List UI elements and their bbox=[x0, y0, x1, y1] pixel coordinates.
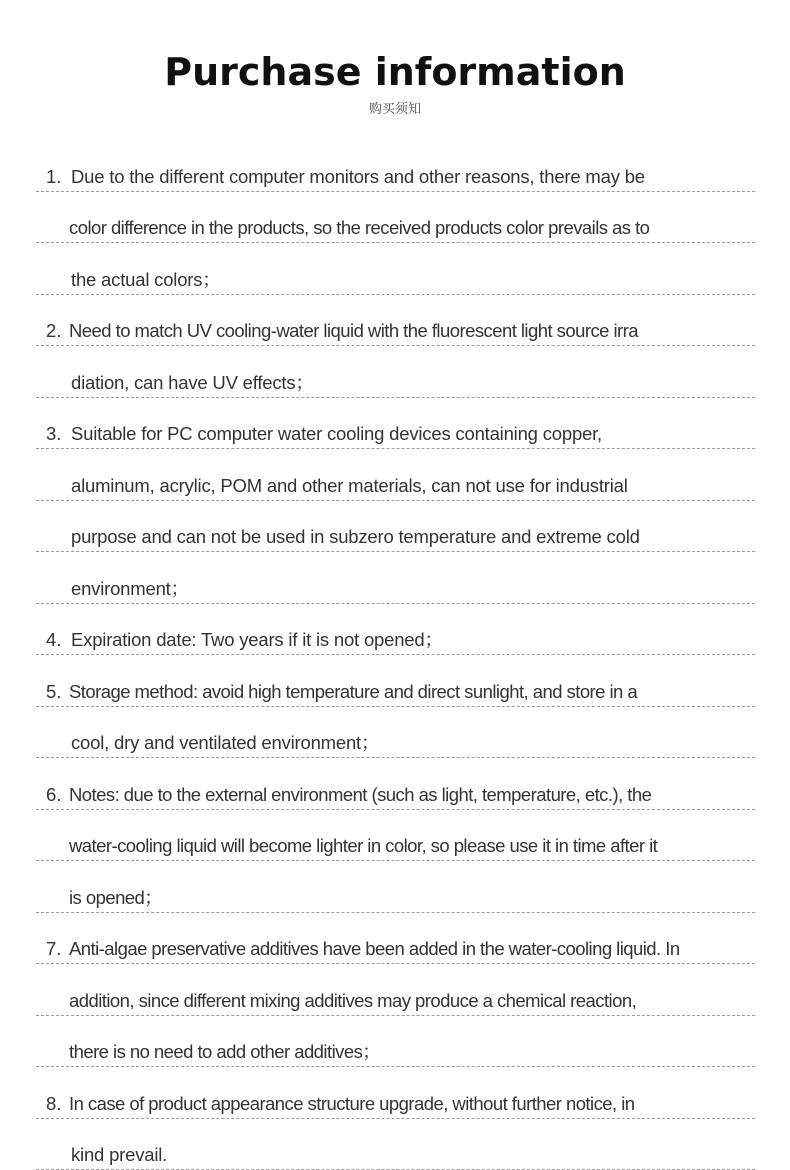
note-line bbox=[36, 1119, 755, 1170]
note-text: addition, since different mixing additives may produce a chemical reaction, bbox=[69, 989, 637, 1011]
note-number: 8. bbox=[46, 1092, 62, 1114]
note-line bbox=[36, 758, 755, 810]
note-number: 6. bbox=[46, 783, 62, 805]
note-line bbox=[36, 604, 755, 656]
note-number: 1. bbox=[46, 165, 62, 187]
note-line bbox=[36, 501, 755, 553]
note-line bbox=[36, 964, 755, 1016]
note-text: In case of product appearance structure upgrade, without further notice, in bbox=[69, 1092, 635, 1114]
note-text: color difference in the products, so the received products color prevails as to bbox=[69, 217, 650, 238]
note-line bbox=[36, 1067, 755, 1119]
note-number: 5. bbox=[46, 680, 62, 702]
note-number: 3. bbox=[46, 423, 62, 444]
note-line bbox=[36, 449, 755, 501]
note-line bbox=[36, 1016, 755, 1068]
note-text: Anti-algae preservative additives have been added in the water-cooling liquid. In bbox=[69, 938, 680, 959]
note-line bbox=[36, 295, 755, 347]
note-line bbox=[36, 140, 755, 192]
note-line bbox=[36, 243, 755, 295]
note-line bbox=[36, 707, 755, 759]
note-text: kind prevail. bbox=[71, 1144, 168, 1165]
note-line bbox=[36, 913, 755, 965]
note-text: Notes: due to the external environment (such as light, temperature, etc.), the bbox=[69, 783, 652, 805]
page-subtitle: 购买须知 bbox=[368, 102, 421, 117]
note-text: there is no need to add other additives； bbox=[69, 1041, 381, 1062]
note-text: the actual colors； bbox=[71, 268, 221, 290]
note-text: water-cooling liquid will become lighter in color, so please use it in time after it bbox=[69, 835, 658, 856]
note-line bbox=[36, 192, 755, 244]
note-line bbox=[36, 552, 755, 604]
note-text: environment； bbox=[71, 577, 189, 599]
note-text: is opened； bbox=[69, 886, 163, 908]
note-text: Expiration date: Two years if it is not opened； bbox=[71, 629, 443, 650]
note-text: Suitable for PC computer water cooling devices containing copper, bbox=[71, 423, 602, 444]
note-line bbox=[36, 398, 755, 450]
note-line bbox=[36, 810, 755, 862]
note-text: aluminum, acrylic, POM and other materials, can not use for industrial bbox=[71, 474, 628, 496]
purchase-notes-list bbox=[36, 140, 755, 1170]
note-text: cool, dry and ventilated environment； bbox=[71, 732, 380, 753]
note-line bbox=[36, 655, 755, 707]
note-number: 4. bbox=[46, 629, 62, 650]
note-text: Storage method: avoid high temperature and direct sunlight, and store in a bbox=[69, 680, 638, 702]
note-line bbox=[36, 346, 755, 398]
note-text: Need to match UV cooling-water liquid with the fluorescent light source irra bbox=[69, 320, 638, 341]
note-text: purpose and can not be used in subzero temperature and extreme cold bbox=[71, 526, 640, 547]
note-number: 7. bbox=[46, 938, 62, 959]
page-title: Purchase information bbox=[164, 50, 626, 94]
note-text: Due to the different computer monitors and other reasons, there may be bbox=[71, 165, 645, 187]
note-line bbox=[36, 861, 755, 913]
note-text: diation, can have UV effects； bbox=[71, 371, 314, 393]
note-number: 2. bbox=[46, 320, 62, 341]
